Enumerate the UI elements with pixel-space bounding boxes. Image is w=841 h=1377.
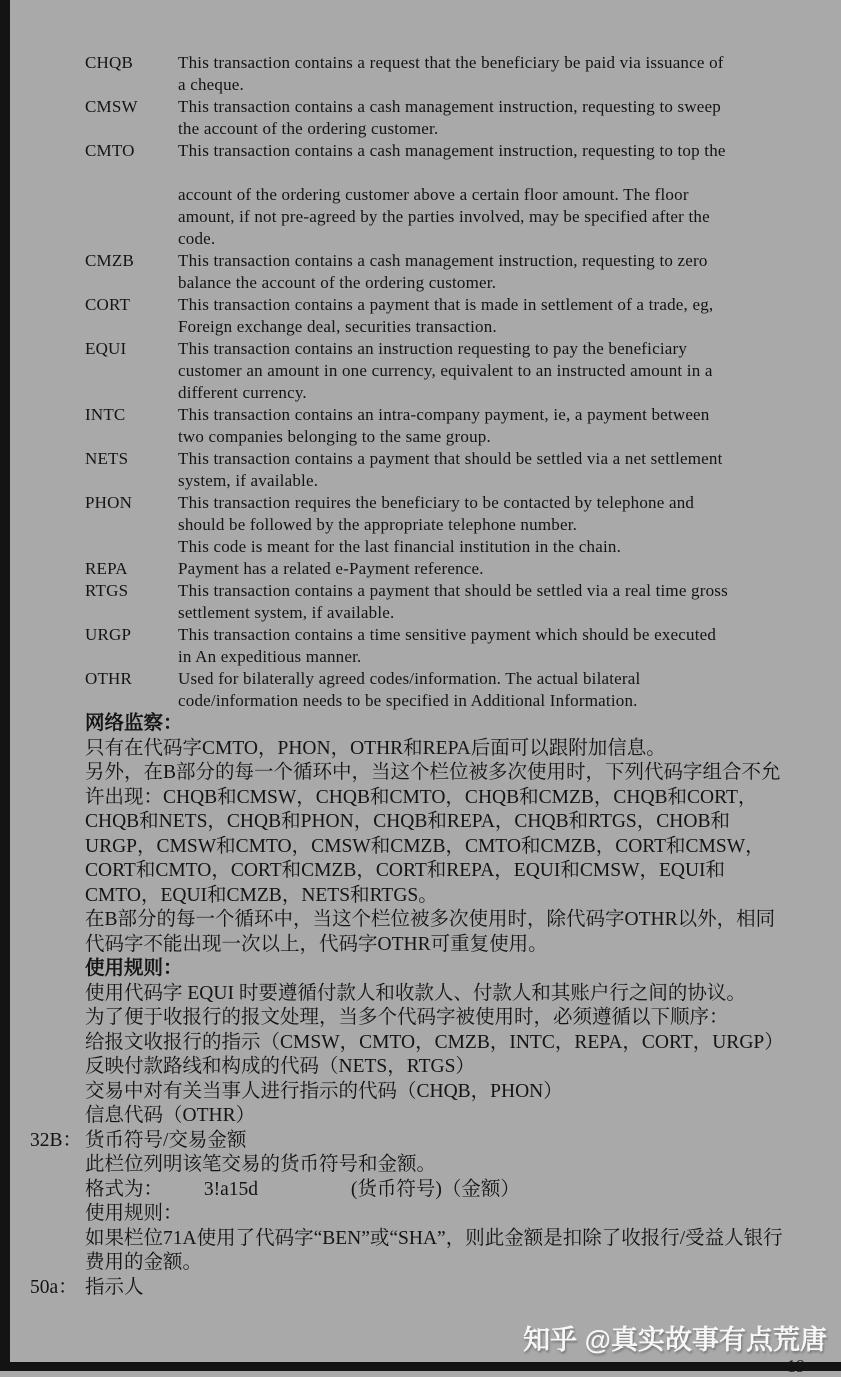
text-line: customer an amount in one currency, equivalent to an instructed amount in a bbox=[178, 361, 713, 380]
code-label: RTGS bbox=[85, 581, 129, 600]
watermark: 知乎 @真实故事有点荒唐 bbox=[523, 1325, 827, 1355]
text-line: balance the account of the ordering customer. bbox=[178, 273, 497, 292]
text-line: 为了便于收报行的报文处理，当多个代码字被使用时，必须遵循以下顺序： bbox=[85, 1007, 729, 1028]
text-line: 信息代码（OTHR） bbox=[85, 1105, 256, 1126]
text-line: This transaction contains a cash management instruction, requesting to top the bbox=[178, 141, 726, 160]
code-description bbox=[178, 492, 778, 558]
text-line: This transaction contains a cash management instruction, requesting to sweep bbox=[178, 97, 721, 116]
field-50a-title: 指示人 bbox=[85, 1276, 144, 1298]
format-value: 3!a15d bbox=[203, 1178, 259, 1200]
format-note: (货币符号)（金额） bbox=[350, 1178, 520, 1200]
code-description bbox=[178, 404, 778, 448]
text-line: 给报文收报行的指示（CMSW，CMTO，CMZB，INTC，REPA，CORT，URGP） bbox=[85, 1031, 784, 1053]
text-line: 交易中对有关当事人进行指示的代码（CHQB，PHON） bbox=[85, 1080, 563, 1102]
code-row bbox=[85, 338, 785, 404]
text-line: two companies belonging to the same group. bbox=[178, 427, 491, 446]
code-row bbox=[85, 624, 785, 668]
format-label: 格式为： bbox=[85, 1178, 164, 1200]
code-row bbox=[85, 492, 785, 558]
code-description bbox=[178, 96, 778, 140]
field-32b-body bbox=[85, 1153, 793, 1276]
text-line: This transaction contains a request that the beneficiary be paid via issuance of bbox=[178, 53, 724, 72]
scan-border-bottom bbox=[0, 1362, 841, 1371]
field-32b-desc: 此栏位列明该笔交易的货币符号和金额。 bbox=[85, 1154, 437, 1175]
text-line: in An expeditious manner. bbox=[178, 647, 362, 666]
text-line: a cheque. bbox=[178, 75, 244, 94]
network-monitoring-heading: 网络监察： bbox=[85, 713, 183, 734]
code-label: CHQB bbox=[85, 53, 134, 72]
code-label: CMTO bbox=[85, 141, 135, 160]
field-32b-row bbox=[30, 1129, 841, 1154]
code-description bbox=[178, 580, 778, 624]
text-line: This transaction contains a cash management instruction, requesting to zero bbox=[178, 251, 708, 270]
text-line: Foreign exchange deal, securities transaction. bbox=[178, 317, 497, 336]
code-label: REPA bbox=[85, 559, 128, 578]
code-row bbox=[85, 668, 785, 712]
text-line: the account of the ordering customer. bbox=[178, 119, 439, 138]
field-32b-label: 32B： bbox=[30, 1129, 83, 1151]
network-monitoring-body bbox=[85, 737, 793, 958]
text-line: 在B部分的每一个循环中，当这个栏位被多次使用时，除代码字OTHR以外，相同代码字不能出现一次以上，代码字OTHR可重复使用。 bbox=[85, 909, 776, 955]
text-line: code/information needs to be specified in Additional Information. bbox=[178, 691, 638, 710]
code-label: CORT bbox=[85, 295, 131, 314]
code-description bbox=[178, 52, 778, 96]
code-row bbox=[85, 96, 785, 140]
text-line: 另外，在B部分的每一个循环中，当这个栏位被多次使用时，下列代码字组合不允许出现：CHQB和CMSW，CHQB和CMTO，CHQB和CMZB，CHQB和CORT，CHQB和NETS，CHQB和PHON，CHQB和REPA，CHQB和RTGS，CHOB和URGP，CMSW和CMTO，CMSW和CMZB，CMTO和CMZB，CORT和CMSW，CORT和CMTO，CORT和CMZB，CORT和REPA，EQUI和CMSW，EQUI和CMTO，EQUI和CMZB，NETS和RTGS。 bbox=[85, 762, 781, 906]
text-line: different currency. bbox=[178, 383, 307, 402]
field-50a-label: 50a： bbox=[30, 1276, 78, 1298]
field-32b-usage-label: 使用规则： bbox=[85, 1203, 183, 1224]
code-description bbox=[178, 668, 778, 712]
code-label: INTC bbox=[85, 405, 126, 424]
code-label: PHON bbox=[85, 493, 133, 512]
text-line: This code is meant for the last financial institution in the chain. bbox=[178, 537, 622, 556]
text-line: code. bbox=[178, 229, 216, 248]
code-row bbox=[85, 448, 785, 492]
code-table bbox=[85, 52, 785, 712]
code-description bbox=[178, 140, 778, 250]
code-label: CMZB bbox=[85, 251, 134, 270]
text-line: settlement system, if available. bbox=[178, 603, 395, 622]
text-line: amount, if not pre-agreed by the parties involved, may be specified after the bbox=[178, 207, 710, 226]
code-row bbox=[85, 404, 785, 448]
code-row bbox=[85, 140, 785, 250]
code-row bbox=[85, 52, 785, 96]
scan-border-left bbox=[0, 0, 10, 1371]
text-line: 只有在代码字CMTO，PHON，OTHR和REPA后面可以跟附加信息。 bbox=[85, 737, 666, 759]
code-description bbox=[178, 250, 778, 294]
code-description bbox=[178, 294, 778, 338]
usage-rules-body bbox=[85, 982, 793, 1129]
text-line: This transaction requires the beneficiary to be contacted by telephone and bbox=[178, 493, 695, 512]
text-line: This transaction contains a payment that should be settled via a net settlement bbox=[178, 449, 723, 468]
code-description bbox=[178, 448, 778, 492]
code-row bbox=[85, 558, 785, 580]
text-line: account of the ordering customer above a certain floor amount. The floor bbox=[178, 185, 689, 204]
code-row bbox=[85, 580, 785, 624]
text-line: 使用代码字 EQUI 时要遵循付款人和收款人、付款人和其账户行之间的协议。 bbox=[85, 982, 746, 1004]
text-line: This transaction contains an intra-company payment, ie, a payment between bbox=[178, 405, 710, 424]
text-line: This transaction contains a payment that is made in settlement of a trade, eg, bbox=[178, 295, 714, 314]
text-line bbox=[178, 162, 778, 184]
code-description bbox=[178, 624, 778, 668]
usage-rules-heading: 使用规则： bbox=[85, 958, 183, 979]
text-line: This transaction contains a time sensitive payment which should be executed bbox=[178, 625, 717, 644]
field-32b-format-line bbox=[85, 1178, 793, 1203]
code-row bbox=[85, 294, 785, 338]
text-line: This transaction contains an instruction requesting to pay the beneficiary bbox=[178, 339, 688, 358]
text-line: This transaction contains a payment that should be settled via a real time gross bbox=[178, 581, 728, 600]
text-line: should be followed by the appropriate telephone number. bbox=[178, 515, 578, 534]
text-line: Payment has a related e-Payment reference. bbox=[178, 559, 484, 578]
field-32b-title: 货币符号/交易金额 bbox=[85, 1129, 247, 1151]
code-label: CMSW bbox=[85, 97, 138, 116]
code-label: EQUI bbox=[85, 339, 127, 358]
code-description bbox=[178, 558, 778, 580]
code-label: OTHR bbox=[85, 669, 133, 688]
code-row bbox=[85, 250, 785, 294]
text-line: Used for bilaterally agreed codes/information. The actual bilateral bbox=[178, 669, 641, 688]
field-50a-row bbox=[30, 1276, 841, 1301]
code-label: URGP bbox=[85, 625, 132, 644]
text-line: 反映付款路线和构成的代码（NETS，RTGS） bbox=[85, 1056, 475, 1077]
text-line: system, if available. bbox=[178, 471, 319, 490]
code-description bbox=[178, 338, 778, 404]
field-32b-usage-text: 如果栏位71A使用了代码字“BEN”或“SHA”，则此金额是扣除了收报行/受益人银行费用的金额。 bbox=[85, 1227, 783, 1273]
code-label: NETS bbox=[85, 449, 129, 468]
